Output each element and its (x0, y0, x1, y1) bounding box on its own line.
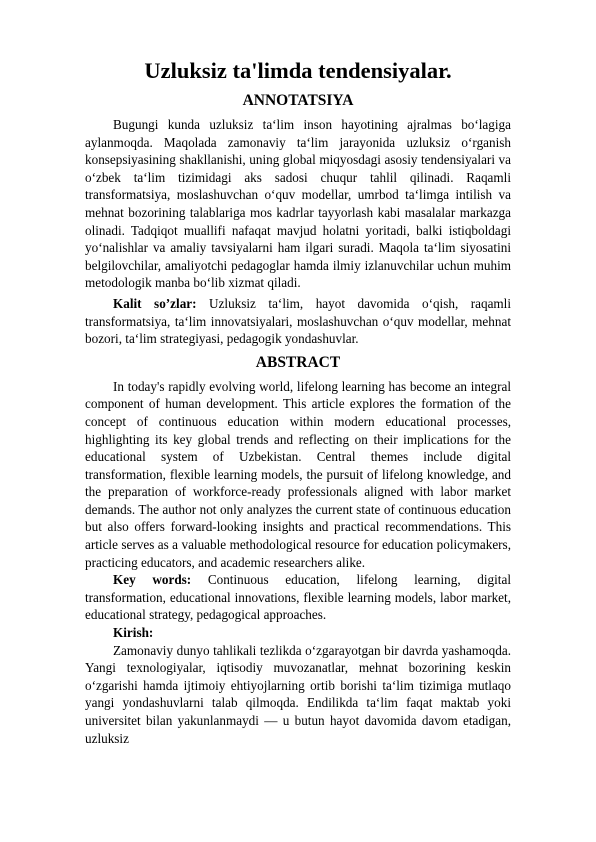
abstract-heading: ABSTRACT (255, 353, 341, 371)
annotation-body: Bugungi kunda uzluksiz ta‘lim inson hayotining ajralmas bo‘lagiga aylanmoqda. Maqolada zamonaviy ta‘lim jarayonida uzluksiz o‘rganish konsepsiyasining shakllanishi, uning global miqyosdagi asosiy tendensiyalari va o‘zbek ta‘lim tizimidagi aks sadosi chuqur tahlil qilinadi. Raqamli transformatsiya, moslashuvchan o‘quv modellar, umrbod ta‘limga intilish va mehnat bozorining talablariga mos kadrlar tayyorlash kabi masalalar markazga olinadi. Tadqiqot muallifi nafaqat mavjud holatni yoritadi, balki istiqboldagi yo‘nalishlar va amaliy tavsiyalarni ham ilgari suradi. Maqola ta‘lim siyosatini belgilovchilar, amaliyotchi pedagoglar hamda ilmiy izlanuvchilar uchun muhim metodologik manba bo‘lib xizmat qiladi. (85, 117, 511, 291)
introduction-body: Zamonaviy dunyo tahlikali tezlikda o‘zgarayotgan bir davrda yashamoqda. Yangi texnologiyalar, iqtisodiy muvozanatlar, mehnat bozorining keskin o‘zgarishi hamda ijtimoiy ehtiyojlarning ortib borishi ta‘lim tizimiga mutlaqo yangi yondashuvlarni talab qilmoqda. Endilikda ta‘lim faqat maktab yoki universitet bilan yakunlanmaydi — u butun hayot davomida davom etadigan, uzluksiz (85, 642, 511, 746)
document-page (85, 56, 511, 747)
annotation-keywords (85, 295, 511, 348)
abstract-keywords (85, 571, 511, 624)
paper-title: Uzluksiz ta'limda tendensiyalar. (144, 58, 452, 83)
annotation-keywords-text: Uzluksiz ta‘lim, hayot davomida o‘qish, raqamli transformatsiya, ta‘lim innovatsiyalari, moslashuvchan o‘quv modellar, mehnat bozori, ta‘lim strategiyasi, pedagogik yondashuvlar. (85, 295, 512, 347)
abstract-body: In today's rapidly evolving world, lifelong learning has become an integral component of human development. This article explores the formation of the concept of continuous education within modern educational processes, highlighting its key global trends and reflecting on their implications for the educational system of Uzbekistan. Central themes include digital transformation, flexible learning models, the pursuit of lifelong knowledge, and the preparation of workforce-ready professionals aligned with labor market demands. The author not only analyzes the current state of continuous education but also offers forward-looking insights and practical recommendations. This article serves as a valuable methodological resource for education policymakers, practicing educators, and academic researchers alike. (85, 378, 511, 570)
introduction-heading: Kirish: (113, 625, 154, 641)
abstract-keywords-text: Continuous education, lifelong learning, digital transformation, educational innovations, flexible learning models, labor market, educational strategy, pedagogical approaches. (85, 572, 511, 623)
abstract-keywords-label: Key words: (113, 572, 192, 588)
annotation-keywords-label: Kalit so’zlar: (113, 295, 197, 311)
annotation-heading: ANNOTATSIYA (242, 92, 354, 109)
